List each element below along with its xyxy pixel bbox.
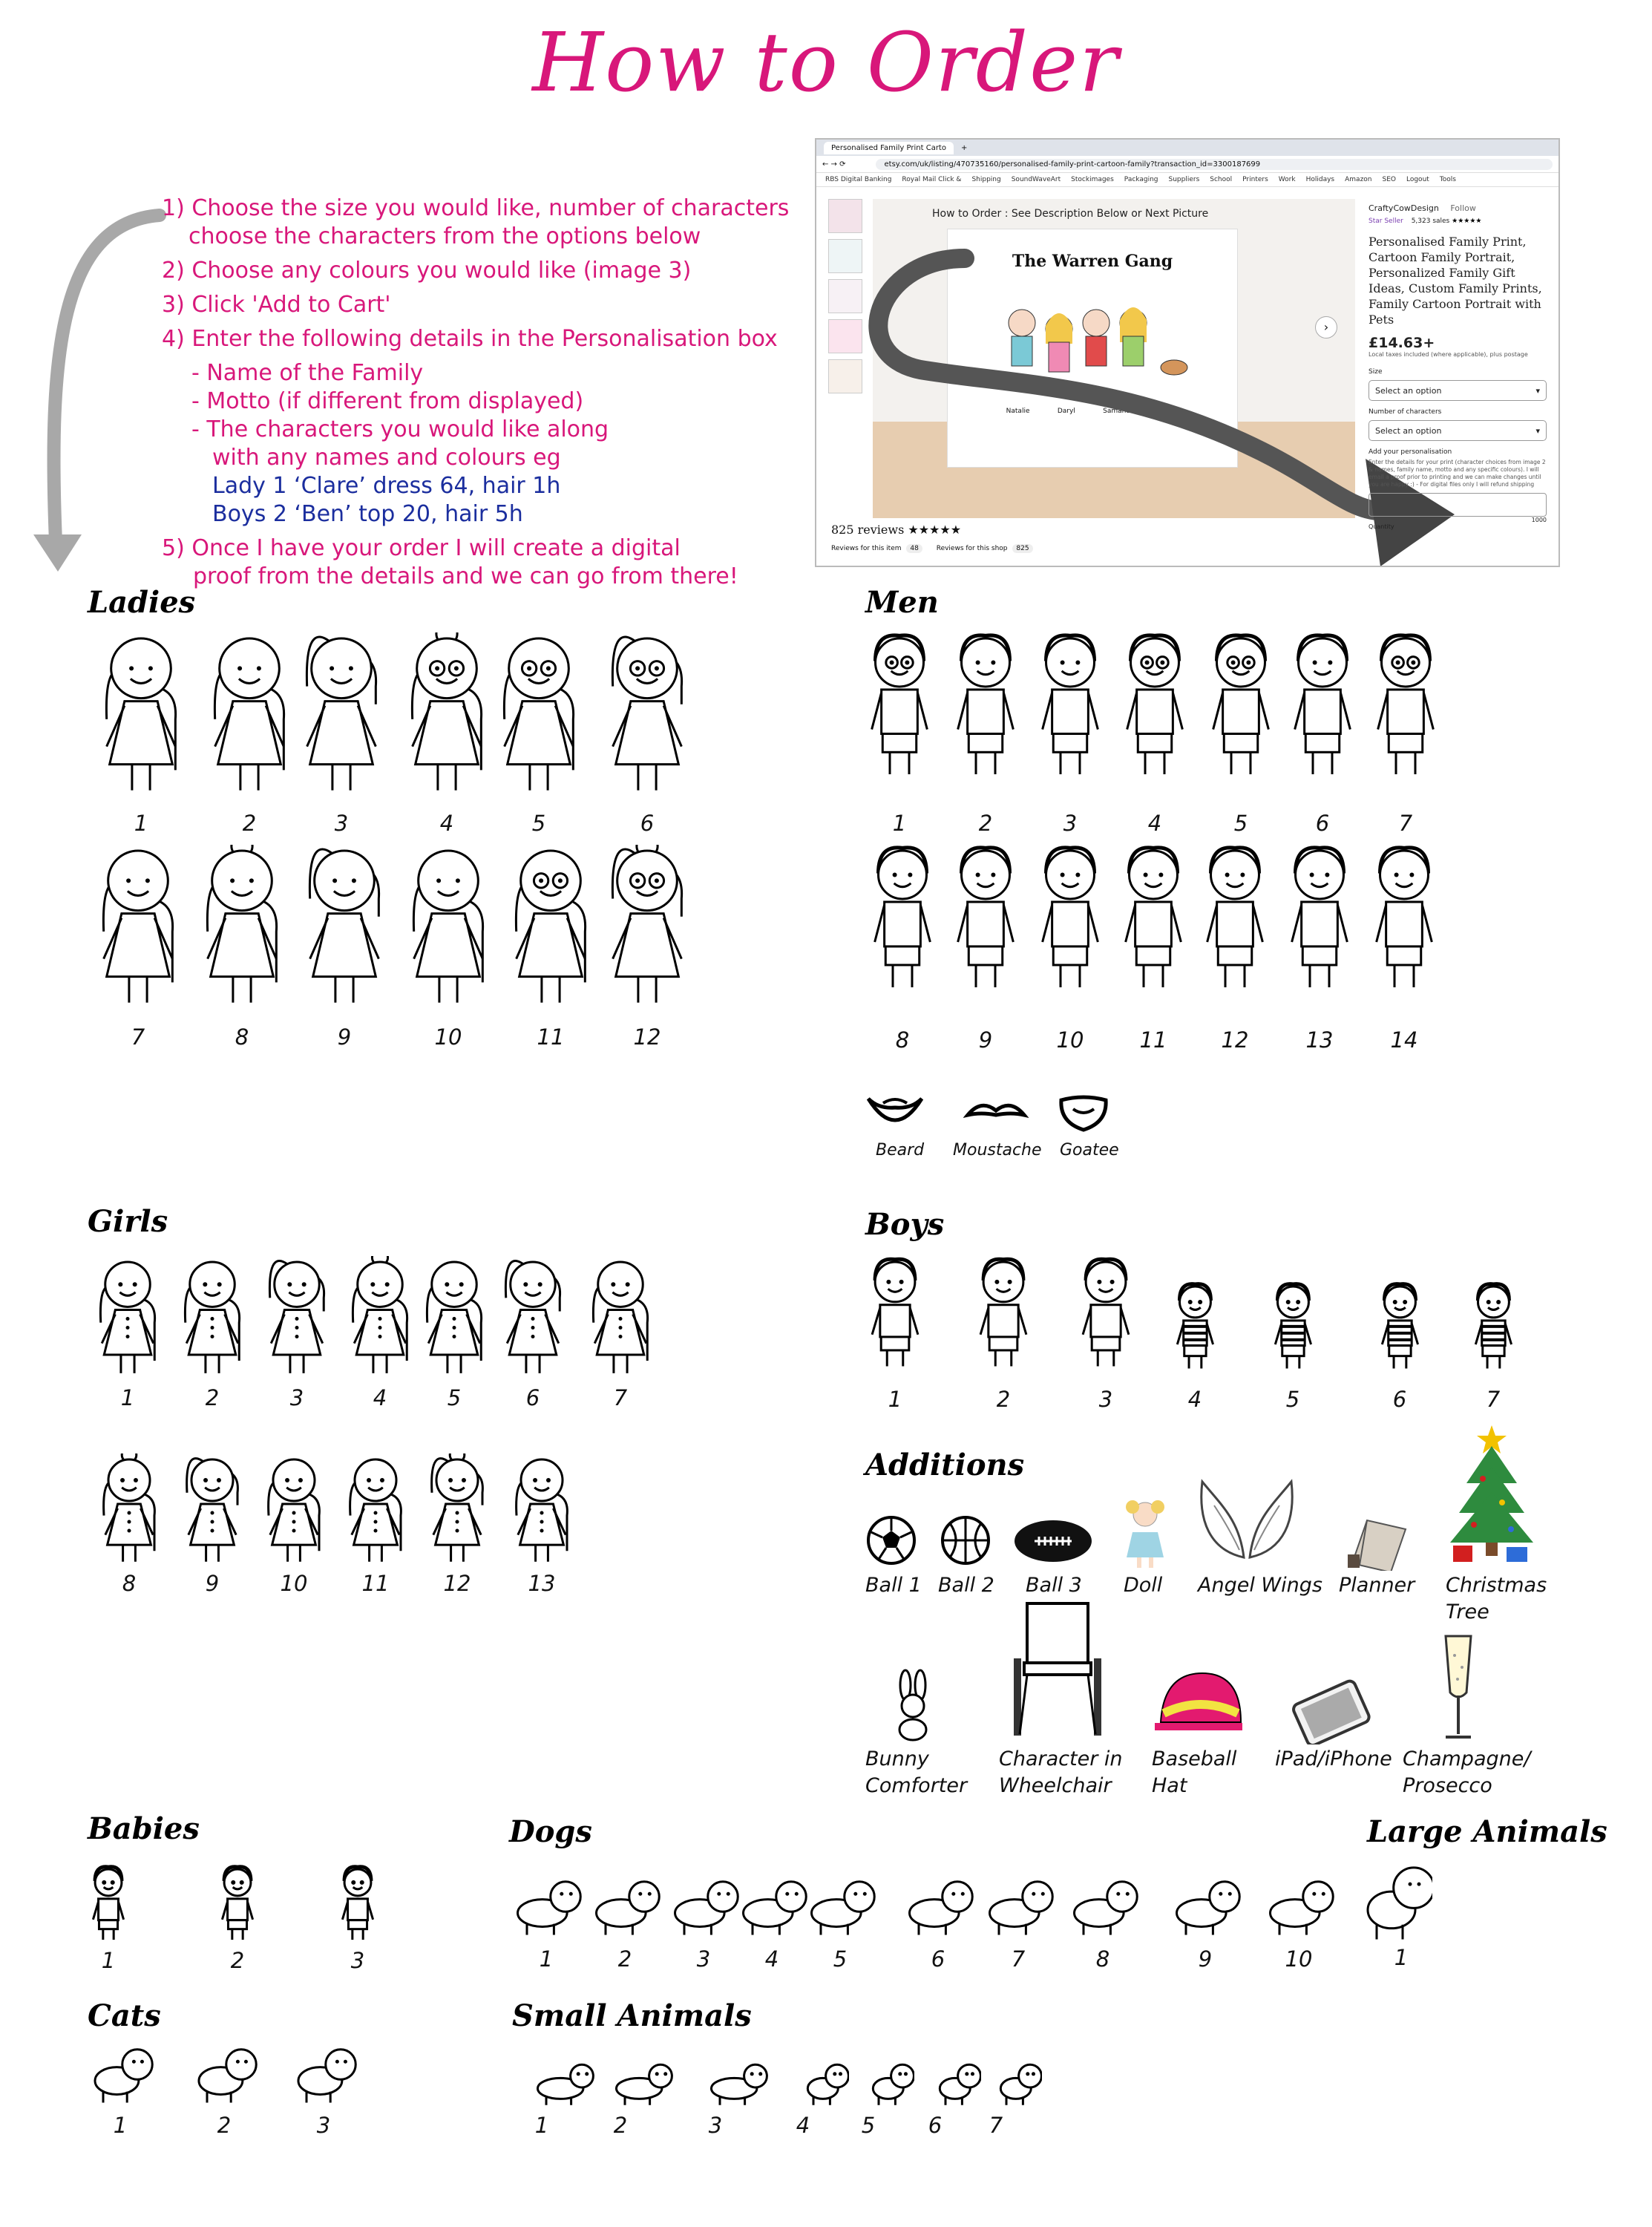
label-goatee: Goatee [1060,1141,1119,1160]
small-animal-number: 5 [861,2113,876,2138]
girl-character[interactable] [420,1453,494,1574]
man-number: 9 [978,1027,993,1053]
moustache-icon[interactable] [963,1099,1030,1128]
man-character[interactable] [1198,632,1284,817]
tab-reviews-shop[interactable]: Reviews for this shop [936,545,1008,552]
dog-number: 5 [833,1946,848,1972]
lady-number: 8 [235,1024,249,1050]
large-animal-number: 1 [1394,1945,1409,1970]
dog-character[interactable] [1167,1871,1244,1939]
characters-label: Number of characters [1369,408,1442,416]
boy-character[interactable] [968,1256,1039,1390]
girl-number: 13 [528,1571,556,1596]
man-number: 2 [978,811,993,836]
man-number: 12 [1221,1027,1249,1053]
girl-number: 6 [525,1385,540,1410]
rating-stars: ★★★★★ [1452,218,1482,225]
bookmark-item[interactable]: Work [1278,176,1296,183]
small-animal-number: 4 [796,2113,810,2138]
browser-tab[interactable]: Personalised Family Print Carto [824,142,954,154]
small-animal-number: 7 [989,2113,1003,2138]
step-4a: - Name of the Family [191,360,424,386]
man-character[interactable] [1027,845,1113,1030]
girl-character[interactable] [338,1453,413,1574]
personalisation-help: Enter the details for your print (character choices from image 2 & names, family name, motto and any specific colours). I will email a proof prior to printing and we can make changes until you are happy :) - For digital files only I will refund shipping [1369,459,1546,488]
dog-number: 10 [1285,1946,1313,1972]
step-4c: - The characters you would like along [191,416,609,442]
girl-number: 11 [361,1571,390,1596]
girl-character[interactable] [340,1256,420,1388]
characters-select[interactable]: Select an option ▾ [1369,420,1547,441]
label-wheelchair: Character in Wheelchair [999,1747,1123,1797]
basketball-icon[interactable] [940,1514,991,1566]
lady-number: 12 [633,1024,661,1050]
label-angel-wings: Angel Wings [1198,1574,1322,1597]
listing-title: Personalised Family Print, Cartoon Family Portrait, Personalized Family Gift Ideas, Custom Family Prints, Family Cartoon Portrait with Pets [1369,235,1542,327]
small-animal-character[interactable] [607,2056,678,2108]
bookmark-item[interactable]: Logout [1406,176,1429,183]
star-seller-badge: Star Seller [1369,218,1403,225]
baby-number: 1 [101,1948,116,1973]
girl-number: 9 [205,1571,220,1596]
personalisation-textarea[interactable] [1369,493,1547,517]
label-bunny-comforter: Bunny Comforter [865,1747,968,1797]
baby-number: 3 [350,1948,365,1973]
bookmark-item[interactable]: Amazon [1345,176,1372,183]
lady-number: 3 [334,811,349,836]
man-number: 1 [892,811,907,836]
wheelchair-icon[interactable] [1009,1599,1106,1743]
girl-character[interactable] [92,1453,166,1574]
step-5b: proof from the details and we can go from there! [193,563,738,589]
order-steps [162,194,830,591]
label-planner: Planner [1339,1574,1415,1597]
curved-arrow-icon [30,208,178,572]
dog-number: 7 [1011,1946,1026,1972]
girl-character[interactable] [414,1256,494,1388]
bookmark-item[interactable]: Royal Mail Click & [902,176,962,183]
man-character[interactable] [1361,845,1447,1030]
review-tabs: Reviews for this item 48 Reviews for this shop 825 [831,545,1033,552]
nav-icons[interactable]: ← → ⟳ [822,160,846,169]
dog-number: 6 [931,1946,945,1972]
man-number: 10 [1056,1027,1084,1053]
baby-number: 2 [230,1948,245,1973]
dog-number: 9 [1198,1946,1213,1972]
lady-character[interactable] [291,845,398,1030]
bookmark-item[interactable]: Packaging [1124,176,1158,183]
girl-number: 2 [205,1385,220,1410]
lady-number: 4 [439,811,454,836]
step-3: 3) Click 'Add to Cart' [162,292,391,318]
lady-number: 1 [134,811,148,836]
dog-number: 3 [696,1946,711,1972]
dog-character[interactable] [733,1871,810,1939]
step-4: 4) Enter the following details in the Personalisation box [162,326,778,352]
label-beard: Beard [876,1141,925,1160]
step-1b: choose the characters from the options below [189,223,701,249]
quantity-label: Quantity [1369,523,1394,530]
label-ball-3: Ball 3 [1026,1574,1082,1597]
heading-men: Men [865,585,939,620]
angel-wings-icon[interactable] [1195,1476,1299,1568]
cat-character[interactable] [289,2038,358,2107]
heading-large-animals: Large Animals [1367,1814,1607,1849]
lady-character[interactable] [196,632,303,818]
dog-number: 1 [539,1946,554,1972]
girl-number: 10 [280,1571,308,1596]
man-number: 13 [1305,1027,1334,1053]
boy-number: 3 [1098,1387,1113,1412]
boy-character[interactable] [859,1256,931,1390]
man-number: 11 [1139,1027,1167,1053]
price: £14.63+ [1369,335,1435,351]
dog-character[interactable] [586,1871,663,1939]
lady-character[interactable] [85,845,191,1030]
heading-small-animals: Small Animals [512,1998,752,2033]
small-animal-number: 1 [534,2113,549,2138]
man-number: 7 [1398,811,1413,836]
step-4b: - Motto (if different from displayed) [191,388,584,414]
lady-character[interactable] [395,845,502,1030]
small-animal-character[interactable] [994,2056,1042,2108]
label-doll: Doll [1124,1574,1163,1597]
beard-icon[interactable] [862,1091,929,1136]
label-moustache: Moustache [953,1141,1042,1160]
girl-character[interactable] [257,1453,331,1574]
planner-icon[interactable] [1345,1511,1409,1571]
preview-title: How to Order : See Description Below or Next Picture [932,208,1209,220]
etsy-screenshot [815,138,1560,567]
man-character[interactable] [1363,632,1449,817]
bookmark-item[interactable]: SEO [1382,176,1396,183]
tax-note: Local taxes included (where applicable), plus postage [1369,351,1528,358]
boy-number: 2 [996,1387,1011,1412]
dog-number: 8 [1095,1946,1110,1972]
label-christmas-tree: Christmas Tree [1446,1574,1547,1623]
baby-character[interactable] [214,1863,261,1952]
girl-number: 7 [613,1385,628,1410]
lady-character[interactable] [485,632,592,818]
dog-number: 2 [617,1946,632,1972]
lady-number: 5 [531,811,546,836]
boy-number: 4 [1187,1387,1202,1412]
dog-character[interactable] [980,1871,1057,1939]
dog-character[interactable] [665,1871,742,1939]
small-animal-number: 3 [708,2113,723,2138]
step-2: 2) Choose any colours you would like (image 3) [162,258,692,284]
heading-girls: Girls [88,1204,168,1239]
small-animal-character[interactable] [934,2056,981,2108]
cat-number: 1 [113,2113,128,2138]
step-4d: with any names and colours eg [212,445,561,471]
heading-boys: Boys [865,1207,945,1242]
baby-character[interactable] [85,1863,132,1952]
man-character[interactable] [1110,845,1196,1030]
lady-character[interactable] [497,845,604,1030]
bookmark-item[interactable]: Holidays [1305,176,1335,183]
girl-number: 12 [443,1571,471,1596]
personalisation-label: Add your personalisation [1369,448,1452,456]
tab-reviews-item[interactable]: Reviews for this item [831,545,902,552]
shop-name[interactable]: CraftyCowDesign [1369,203,1439,213]
size-label: Size [1369,368,1383,376]
man-number: 8 [895,1027,910,1053]
lady-number: 10 [434,1024,462,1050]
cat-number: 2 [217,2113,232,2138]
example-boy: Boys 2 ‘Ben’ top 20, hair 5h [212,501,523,527]
girl-character[interactable] [175,1453,249,1574]
man-character[interactable] [856,632,943,817]
girl-number: 4 [373,1385,387,1410]
small-animal-number: 2 [613,2113,628,2138]
man-character[interactable] [1192,845,1278,1030]
man-character[interactable] [943,632,1029,817]
dog-character[interactable] [1260,1871,1337,1939]
page-title: How to Order [532,15,1120,110]
frame-title: The Warren Gang [1012,252,1173,271]
man-number: 6 [1315,811,1330,836]
goatee-icon[interactable] [1054,1093,1113,1134]
bookmark-item[interactable]: Printers [1242,176,1268,183]
new-tab-icon[interactable]: + [960,143,968,152]
heading-ladies: Ladies [88,585,196,620]
lady-number: 2 [242,811,257,836]
char-count: 1000 [1531,517,1547,523]
lady-character[interactable] [288,632,395,818]
label-ball-2: Ball 2 [938,1574,994,1597]
bookmark-item[interactable]: Shipping [971,176,1001,183]
boy-number: 7 [1486,1387,1501,1412]
girl-character[interactable] [580,1256,661,1388]
url-field[interactable]: etsy.com/uk/listing/470735160/personalised-family-print-cartoon-family?transaction_id=3300187699 [876,159,1553,170]
lady-number: 9 [337,1024,352,1050]
small-animal-character[interactable] [802,2056,849,2108]
small-animal-number: 6 [928,2113,943,2138]
cat-character[interactable] [86,2038,154,2107]
horse-character[interactable] [1358,1853,1432,1945]
man-character[interactable] [1027,632,1113,817]
next-image-button[interactable]: › [1315,316,1337,339]
reviews-summary: 825 reviews ★★★★★ [831,523,962,537]
bookmark-item[interactable]: Suppliers [1168,176,1200,183]
dog-character[interactable] [802,1871,879,1939]
label-ball-1: Ball 1 [865,1574,922,1597]
bookmark-item[interactable]: Stockimages [1071,176,1114,183]
step-5: 5) Once I have your order I will create a digital [162,535,681,561]
small-animal-character[interactable] [528,2056,600,2108]
cat-character[interactable] [190,2038,258,2107]
champagne-icon[interactable] [1432,1633,1484,1744]
small-animal-character[interactable] [702,2056,773,2108]
man-number: 4 [1147,811,1162,836]
boy-character[interactable] [1372,1281,1428,1384]
frame-names: Natalie Daryl Samantha Pets [1006,408,1179,415]
dog-character[interactable] [899,1871,977,1939]
girl-number: 3 [289,1385,304,1410]
listing-details [1369,203,1547,530]
dog-character[interactable] [1064,1871,1141,1939]
cat-number: 3 [316,2113,331,2138]
boy-character[interactable] [1466,1281,1521,1384]
man-character[interactable] [1276,845,1363,1030]
man-character[interactable] [1279,632,1366,817]
bookmark-item[interactable]: School [1210,176,1233,183]
boy-number: 1 [888,1387,902,1412]
step-1: 1) Choose the size you would like, number of characters [162,195,790,221]
man-number: 5 [1233,811,1248,836]
follow-button[interactable]: Follow [1450,203,1476,213]
heading-babies: Babies [88,1811,200,1846]
boy-character[interactable] [1265,1281,1321,1384]
size-select[interactable]: Select an option ▾ [1369,380,1547,401]
lady-number: 6 [640,811,655,836]
bunny-icon[interactable] [891,1669,935,1743]
man-character[interactable] [859,845,945,1030]
heading-additions: Additions [865,1448,1025,1482]
dog-character[interactable] [508,1871,585,1939]
doll-icon[interactable] [1119,1497,1171,1571]
boy-number: 6 [1392,1387,1407,1412]
man-character[interactable] [1112,632,1198,817]
man-number: 14 [1390,1027,1418,1053]
lady-number: 11 [537,1024,565,1050]
dog-number: 4 [764,1946,779,1972]
lady-character[interactable] [189,845,295,1030]
girl-number: 8 [122,1571,137,1596]
man-number: 3 [1063,811,1078,836]
girl-number: 5 [447,1385,462,1410]
girl-character[interactable] [493,1256,573,1388]
ipad-icon[interactable] [1290,1679,1371,1744]
lady-character[interactable] [594,845,701,1030]
bookmark-item[interactable]: RBS Digital Banking [825,176,892,183]
christmas-tree-icon[interactable] [1444,1421,1539,1568]
label-champagne: Champagne/ Prosecco [1403,1747,1531,1797]
football-icon[interactable] [1012,1517,1094,1565]
girl-number: 1 [120,1385,135,1410]
boy-character[interactable] [1070,1256,1141,1390]
lady-character[interactable] [393,632,500,818]
baby-character[interactable] [334,1863,381,1952]
small-animal-character[interactable] [867,2056,914,2108]
lady-character[interactable] [594,632,701,818]
girl-character[interactable] [88,1256,168,1388]
boy-number: 5 [1285,1387,1300,1412]
man-character[interactable] [943,845,1029,1030]
label-baseball-hat: Baseball Hat [1152,1747,1237,1797]
label-ipad: iPad/iPhone [1275,1747,1392,1770]
heading-dogs: Dogs [509,1814,592,1849]
sales-count: 5,323 sales [1411,218,1450,225]
boy-character[interactable] [1167,1281,1223,1384]
heading-cats: Cats [88,1998,161,2033]
girl-character[interactable] [505,1453,579,1574]
lady-character[interactable] [88,632,194,818]
soccer-ball-icon[interactable] [865,1514,917,1566]
lady-number: 7 [131,1024,145,1050]
bookmark-item[interactable]: Tools [1439,176,1456,183]
baseball-hat-icon[interactable] [1152,1669,1244,1737]
bookmark-item[interactable]: SoundWaveArt [1011,176,1061,183]
example-lady: Lady 1 ‘Clare’ dress 64, hair 1h [212,473,561,499]
girl-character[interactable] [257,1256,337,1388]
girl-character[interactable] [172,1256,252,1388]
